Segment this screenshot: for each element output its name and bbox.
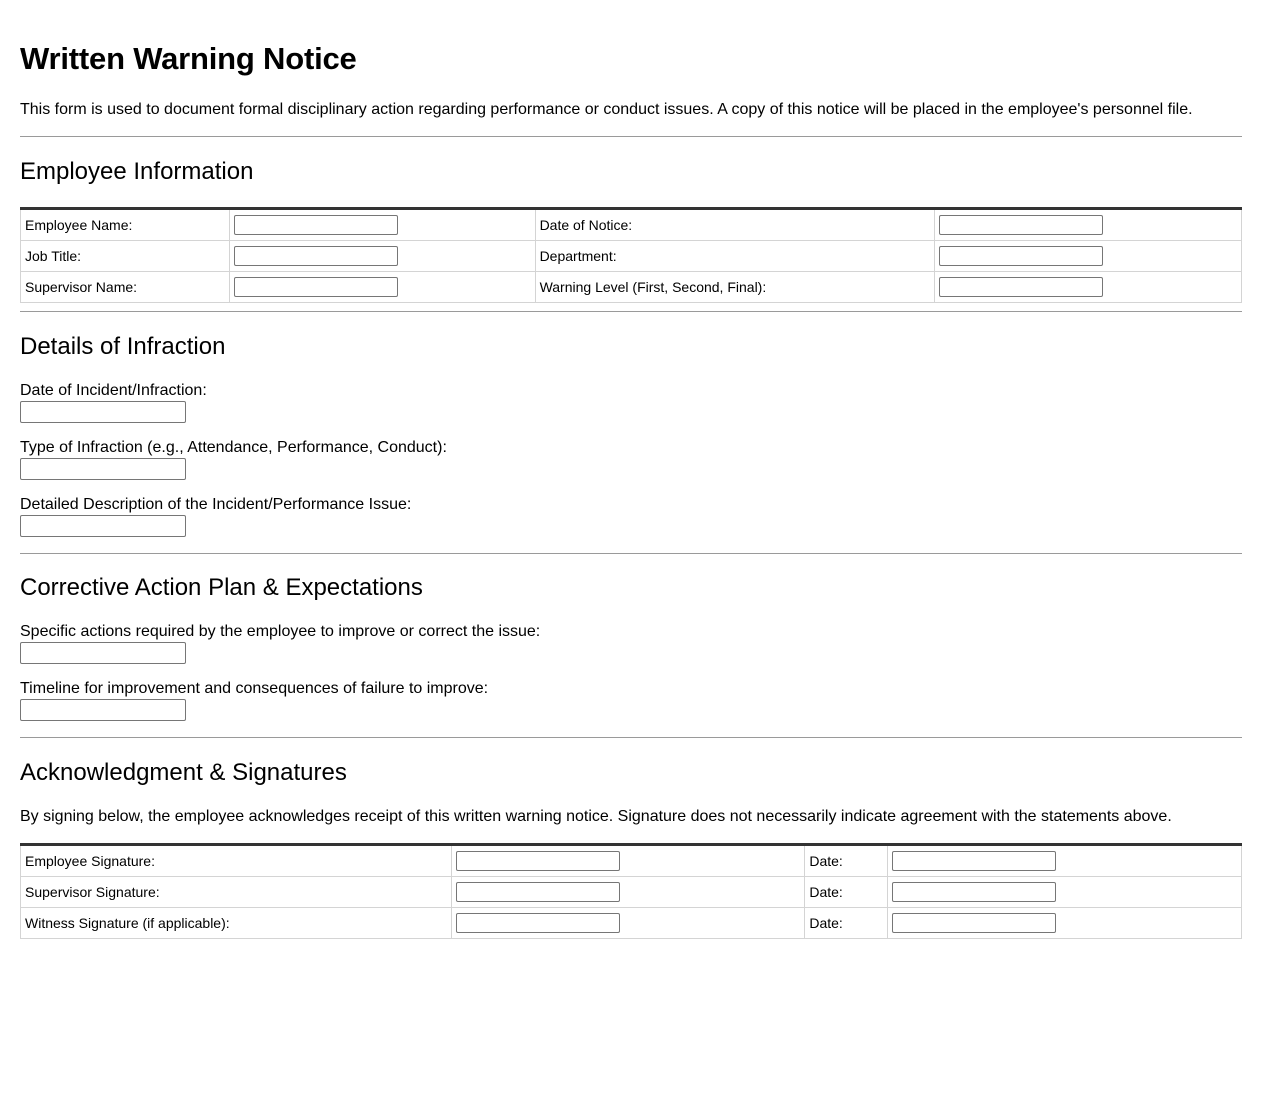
department-label: Department:: [535, 241, 935, 272]
witness-date-cell: [888, 908, 1242, 939]
supervisor-date-cell: [888, 877, 1242, 908]
supervisor-signature-cell: [451, 877, 805, 908]
divider: [20, 311, 1242, 312]
incident-date-label: Date of Incident/Infraction:: [20, 382, 207, 399]
department-input[interactable]: [939, 246, 1103, 266]
incident-date-input[interactable]: [20, 401, 186, 423]
employee-name-cell: [229, 209, 535, 241]
section-heading-acknowledgment: Acknowledgment & Signatures: [20, 759, 347, 786]
section-heading-infraction: Details of Infraction: [20, 333, 226, 360]
employee-date-input[interactable]: [892, 851, 1056, 871]
job-title-label: Job Title:: [21, 241, 230, 272]
divider: [20, 136, 1242, 137]
supervisor-name-input[interactable]: [234, 277, 398, 297]
table-row: [21, 908, 1242, 939]
employee-signature-input[interactable]: [456, 851, 620, 871]
employee-name-input[interactable]: [234, 215, 398, 235]
warning-level-cell: [935, 272, 1242, 303]
witness-signature-cell: [451, 908, 805, 939]
infraction-type-input[interactable]: [20, 458, 186, 480]
table-row: [21, 272, 1242, 303]
divider: [20, 737, 1242, 738]
timeline-label: Timeline for improvement and consequences of failure to improve:: [20, 680, 489, 697]
section-heading-employee-info: Employee Information: [20, 158, 254, 185]
date-of-notice-cell: [935, 209, 1242, 241]
supervisor-signature-label: Supervisor Signature:: [21, 877, 452, 908]
date-of-notice-input[interactable]: [939, 215, 1103, 235]
warning-level-label: Warning Level (First, Second, Final):: [535, 272, 935, 303]
job-title-input[interactable]: [234, 246, 398, 266]
employee-signature-label: Employee Signature:: [21, 845, 452, 877]
employee-info-table: [20, 207, 1242, 303]
witness-date-label: Date:: [805, 908, 888, 939]
required-actions-input[interactable]: [20, 642, 186, 664]
employee-name-label: Employee Name:: [21, 209, 230, 241]
table-row: [21, 877, 1242, 908]
witness-signature-input[interactable]: [456, 913, 620, 933]
signatures-table: [20, 843, 1242, 939]
department-cell: [935, 241, 1242, 272]
incident-description-label: Detailed Description of the Incident/Performance Issue:: [20, 496, 412, 513]
table-row: [21, 209, 1242, 241]
required-actions-label: Specific actions required by the employee to improve or correct the issue:: [20, 623, 541, 640]
divider: [20, 553, 1242, 554]
supervisor-date-input[interactable]: [892, 882, 1056, 902]
table-row: [21, 845, 1242, 877]
supervisor-name-cell: [229, 272, 535, 303]
supervisor-name-label: Supervisor Name:: [21, 272, 230, 303]
supervisor-signature-input[interactable]: [456, 882, 620, 902]
employee-signature-cell: [451, 845, 805, 877]
employee-date-cell: [888, 845, 1242, 877]
timeline-input[interactable]: [20, 699, 186, 721]
intro-text: This form is used to document formal disciplinary action regarding performance or conduct issues. A copy of this notice will be placed in the employee's personnel file.: [20, 101, 1193, 118]
supervisor-date-label: Date:: [805, 877, 888, 908]
page-title: Written Warning Notice: [20, 41, 357, 76]
job-title-cell: [229, 241, 535, 272]
warning-level-input[interactable]: [939, 277, 1103, 297]
infraction-type-label: Type of Infraction (e.g., Attendance, Performance, Conduct):: [20, 439, 447, 456]
section-heading-corrective: Corrective Action Plan & Expectations: [20, 574, 423, 601]
date-of-notice-label: Date of Notice:: [535, 209, 935, 241]
employee-date-label: Date:: [805, 845, 888, 877]
acknowledgment-text: By signing below, the employee acknowledges receipt of this written warning notice. Signature does not necessarily indicate agreement with the statements above.: [20, 808, 1172, 825]
witness-signature-label: Witness Signature (if applicable):: [21, 908, 452, 939]
table-row: [21, 241, 1242, 272]
incident-description-input[interactable]: [20, 515, 186, 537]
witness-date-input[interactable]: [892, 913, 1056, 933]
